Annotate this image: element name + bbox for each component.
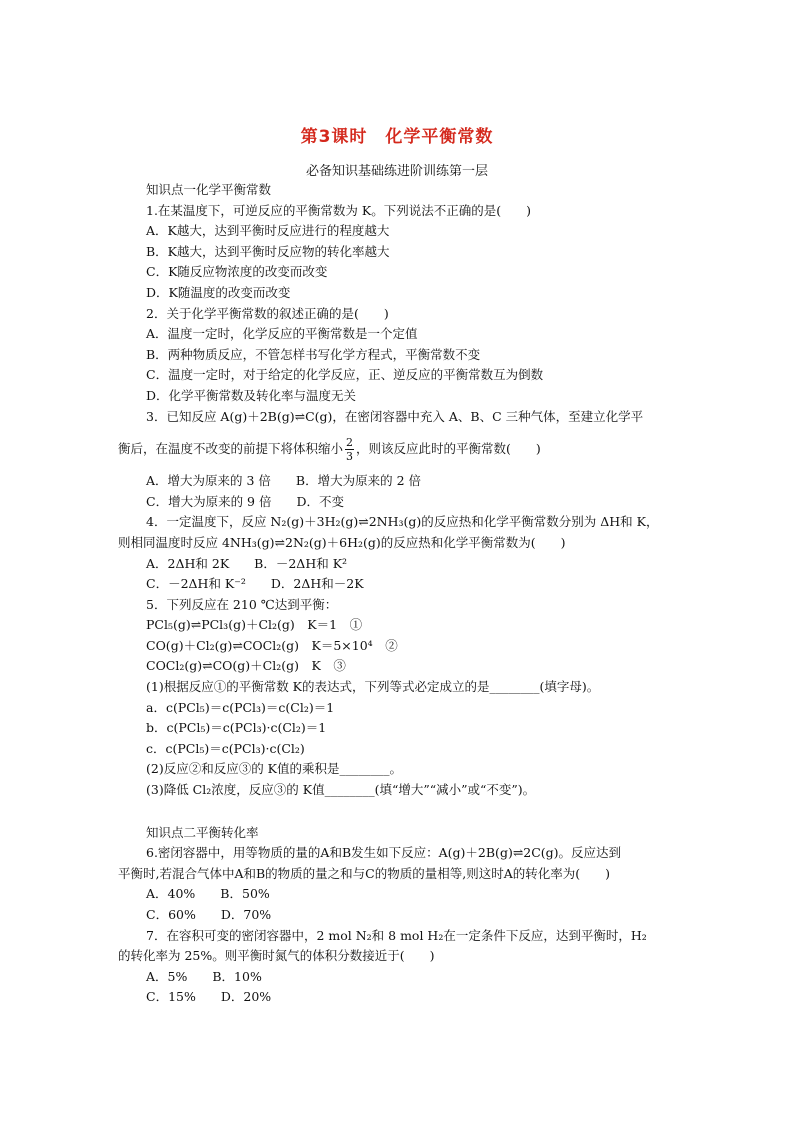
- question-5-part-1-option-c: c．c(PCl₅)＝c(PCl₃)·c(Cl₂): [146, 740, 305, 756]
- question-6-options-ab: A．40% B．50%: [146, 886, 270, 902]
- question-6-stem-line-2: 平衡时,若混合气体中A和B的物质的量之和与C的物质的量相等,则这时A的转化率为( ): [118, 865, 611, 881]
- question-2-option-d: D．化学平衡常数及转化率与温度无关: [146, 387, 357, 403]
- question-4-options-ab: A．2ΔH和 2K B．－2ΔH和 K²: [146, 555, 348, 571]
- question-3-stem-line-2: [118, 427, 686, 471]
- question-5-reaction-2: CO(g)＋Cl₂(g)⇌COCl₂(g) K＝5×10⁴ ②: [146, 637, 398, 653]
- question-1-option-d: D．K随温度的改变而改变: [146, 284, 291, 300]
- question-7-stem-line-2: 的转化率为 25%。则平衡时氮气的体积分数接近于( ): [118, 948, 435, 964]
- question-5-part-3: (3)降低 Cl₂浓度，反应③的 K值________(填“增大”“减小”或“不变”)。: [146, 782, 536, 798]
- question-3-stem-part-b: ，则该反应此时的平衡常数( ): [356, 441, 541, 457]
- question-4-options-cd: C．－2ΔH和 K⁻² D．2ΔH和－2K: [146, 576, 364, 592]
- question-6-options-cd: C．60% D．70%: [146, 907, 272, 922]
- question-1-option-c: C．K随反应物浓度的改变而改变: [146, 264, 328, 280]
- question-2-option-a: A．温度一定时，化学反应的平衡常数是一个定值: [146, 326, 418, 342]
- question-7-options-cd: C．15% D．20%: [146, 989, 272, 1005]
- question-1-option-a: A．K越大，达到平衡时反应进行的程度越大: [146, 223, 390, 239]
- question-1-stem: 1.在某温度下，可逆反应的平衡常数为 K。下列说法不正确的是( ): [146, 202, 531, 218]
- question-3-stem-line-1: 3．已知反应 A(g)＋2B(g)⇌C(g)，在密闭容器中充入 A、B、C 三种气体，至建立化学平: [146, 408, 644, 424]
- question-6-stem-line-1: 6.密闭容器中，用等物质的量的A和B发生如下反应：A(g)＋2B(g)⇌2C(g)。反应达到: [146, 845, 622, 861]
- question-5-part-1-option-a: a．c(PCl₅)＝c(PCl₃)＝c(Cl₂)＝1: [146, 699, 335, 715]
- fraction-two-thirds: [345, 436, 354, 463]
- question-3-stem-part-a: 衡后，在温度不改变的前提下将体积缩小: [118, 441, 344, 457]
- question-3-options-ab: A．增大为原来的 3 倍 B．增大为原来的 2 倍: [146, 473, 422, 489]
- fraction-numerator: 2: [346, 436, 354, 450]
- page-subtitle: 必备知识基础练进阶训练第一层: [305, 164, 488, 179]
- question-5-part-1: (1)根据反应①的平衡常数 K的表达式，下列等式必定成立的是________(填字母)。: [146, 679, 600, 695]
- section-spacer: [146, 801, 686, 823]
- question-1-option-b: B．K越大，达到平衡时反应物的转化率越大: [146, 243, 390, 259]
- fraction-denominator: 3: [346, 450, 354, 464]
- section-heading-2: 知识点二平衡转化率: [146, 824, 259, 840]
- question-2-option-b: B．两种物质反应，不管怎样书写化学方程式，平衡常数不变: [146, 346, 481, 362]
- question-5-part-1-option-b: b．c(PCl₅)＝c(PCl₃)·c(Cl₂)＝1: [146, 720, 327, 736]
- question-4-stem-line-2: 则相同温度时反应 4NH₃(g)⇌2N₂(g)＋6H₂(g)的反应热和化学平衡常数为( ): [118, 534, 566, 550]
- page-title: 第3课时 化学平衡常数: [300, 127, 494, 147]
- question-4-stem-line-1: 4．一定温度下，反应 N₂(g)＋3H₂(g)⇌2NH₃(g)的反应热和化学平衡常数分别为 ΔH和 K，: [146, 514, 659, 530]
- question-7-stem-line-1: 7．在容积可变的密闭容器中，2 mol N₂和 8 mol H₂在一定条件下反应，达到平衡时，H₂: [146, 927, 647, 943]
- question-7-options-ab: A．5% B．10%: [146, 968, 262, 984]
- question-5-stem: 5．下列反应在 210 ℃达到平衡：: [146, 596, 338, 612]
- question-2-option-c: C．温度一定时，对于给定的化学反应，正、逆反应的平衡常数互为倒数: [146, 367, 544, 383]
- question-5-part-2: (2)反应②和反应③的 K值的乘积是________。: [146, 761, 403, 777]
- exercise-content: [118, 180, 686, 1008]
- question-2-stem: 2．关于化学平衡常数的叙述正确的是( ): [146, 305, 389, 321]
- question-3-options-cd: C．增大为原来的 9 倍 D．不变: [146, 493, 344, 509]
- question-5-reaction-1: PCl₅(g)⇌PCl₃(g)＋Cl₂(g) K＝1 ①: [146, 617, 363, 633]
- question-5-reaction-3: COCl₂(g)⇌CO(g)＋Cl₂(g) K ③: [146, 658, 346, 674]
- section-heading-1: 知识点一化学平衡常数: [146, 182, 272, 197]
